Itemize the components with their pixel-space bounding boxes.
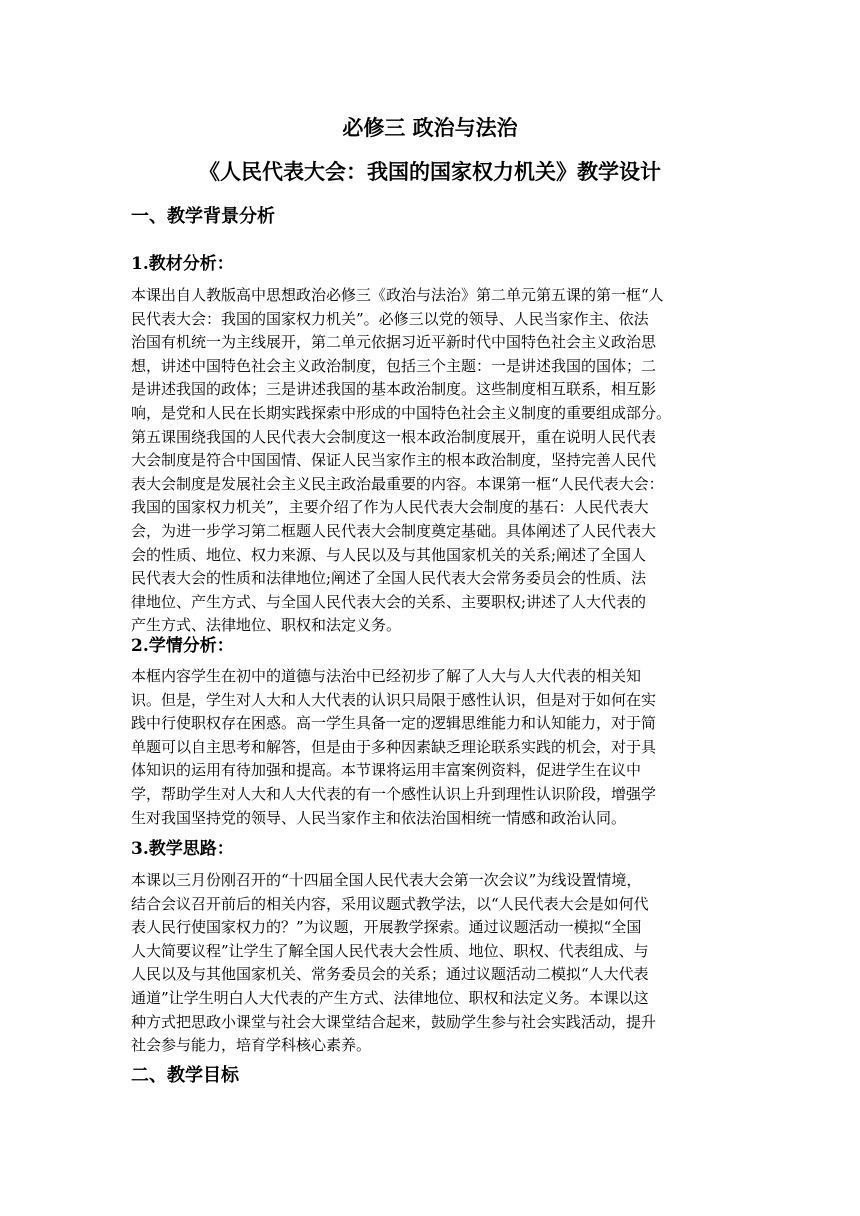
paragraph-line: 表人民行使国家权力的？”为议题，开展教学探索。通过议题活动一模拟“全国	[131, 918, 642, 937]
paragraph-learner-analysis	[131, 665, 731, 830]
paragraph-line: 本课出自人教版高中思想政治必修三《政治与法治》第二单元第五课的第一框“人	[131, 286, 664, 304]
paragraph-line: 社会参与能力，培育学科核心素养。	[131, 1036, 372, 1055]
document-title-line1: 必修三 政治与法治	[342, 115, 518, 140]
paragraph-line: 想，讲述中国特色社会主义政治制度，包括三个主题：一是讲述我国的国体；二	[131, 356, 657, 375]
paragraph-teaching-approach	[131, 869, 731, 1058]
paragraph-line: 律地位、产生方式、与全国人民代表大会的关系、主要职权;讲述了人大代表的	[131, 592, 647, 611]
subsection-heading-learner: 2.学情分析：	[131, 636, 234, 656]
paragraph-line: 大会制度是符合中国国情、保证人民当家作主的根本政治制度，坚持完善人民代	[131, 451, 657, 470]
paragraph-line: 本框内容学生在初中的道德与法治中已经初步了解了人大与人大代表的相关知	[131, 667, 642, 685]
paragraph-line: 单题可以自主思考和解答，但是由于多种因素缺乏理论联系实践的机会，对于具	[131, 737, 657, 756]
paragraph-line: 人民以及与其他国家机关、常务委员会的关系；通过议题活动二模拟“人大代表	[131, 965, 649, 984]
paragraph-line: 会，为进一步学习第二框题人民代表大会制度奠定基础。具体阐述了人民代表大	[131, 521, 657, 540]
paragraph-line: 民代表大会的性质和法律地位;阐述了全国人民代表大会常务委员会的性质、法	[131, 569, 647, 588]
paragraph-line: 民代表大会：我国的国家权力机关”。必修三以党的领导、人民当家作主、依法	[131, 309, 649, 328]
paragraph-line: 第五课围绕我国的人民代表大会制度这一根本政治制度展开，重在说明人民代表	[131, 427, 657, 446]
paragraph-line: 产生方式、法律地位、职权和法定义务。	[131, 616, 402, 635]
paragraph-line: 学，帮助学生对人大和人大代表的有一个感性认识上升到理性认识阶段，增强学	[131, 784, 657, 803]
paragraph-line: 是讲述我国的政体；三是讲述我国的基本政治制度。这些制度相互联系，相互影	[131, 380, 657, 399]
paragraph-line: 会的性质、地位、权力来源、与人民以及与其他国家机关的关系;阐述了全国人	[131, 545, 647, 564]
paragraph-line: 体知识的运用有待加强和提高。本节课将运用丰富案例资料，促进学生在议中	[131, 761, 642, 780]
section-heading-objectives: 二、教学目标	[131, 1065, 239, 1086]
subsection-heading-textbook: 1.教材分析：	[131, 254, 234, 274]
document-title-line2: 《人民代表大会：我国的国家权力机关》教学设计	[199, 159, 661, 184]
paragraph-line: 本课以三月份刚召开的“十四届全国人民代表大会第一次会议”为线设置情境，	[131, 871, 642, 889]
paragraph-line: 表大会制度是发展社会主义民主政治最重要的内容。本课第一框“人民代表大会：	[131, 474, 664, 493]
paragraph-line: 识。但是，学生对人大和人大代表的认识只局限于感性认识，但是对于如何在实	[131, 690, 657, 709]
paragraph-textbook-analysis	[131, 284, 731, 638]
section-heading-background: 一、教学背景分析	[131, 206, 275, 227]
paragraph-line: 践中行使职权存在困惑。高一学生具备一定的逻辑思维能力和认知能力，对于简	[131, 714, 657, 733]
paragraph-line: 响，是党和人民在长期实践探索中形成的中国特色社会主义制度的重要组成部分。	[131, 403, 672, 422]
paragraph-line: 结合会议召开前后的相关内容，采用议题式教学法，以“人民代表大会是如何代	[131, 894, 649, 913]
paragraph-line: 治国有机统一为主线展开，第二单元依据习近平新时代中国特色社会主义政治思	[131, 333, 657, 352]
paragraph-line: 人大简要议程”让学生了解全国人民代表大会性质、地位、职权、代表组成、与	[131, 941, 649, 960]
paragraph-line: 生对我国坚持党的领导、人民当家作主和依法治国相统一情感和政治认同。	[131, 808, 627, 827]
subsection-heading-approach: 3.教学思路：	[131, 839, 234, 859]
paragraph-line: 种方式把思政小课堂与社会大课堂结合起来，鼓励学生参与社会实践活动，提升	[131, 1012, 657, 1031]
paragraph-line: 我国的国家权力机关”，主要介绍了作为人民代表大会制度的基石：人民代表大	[131, 498, 649, 517]
paragraph-line: 通道”让学生明白人大代表的产生方式、法律地位、职权和法定义务。本课以这	[131, 988, 649, 1007]
